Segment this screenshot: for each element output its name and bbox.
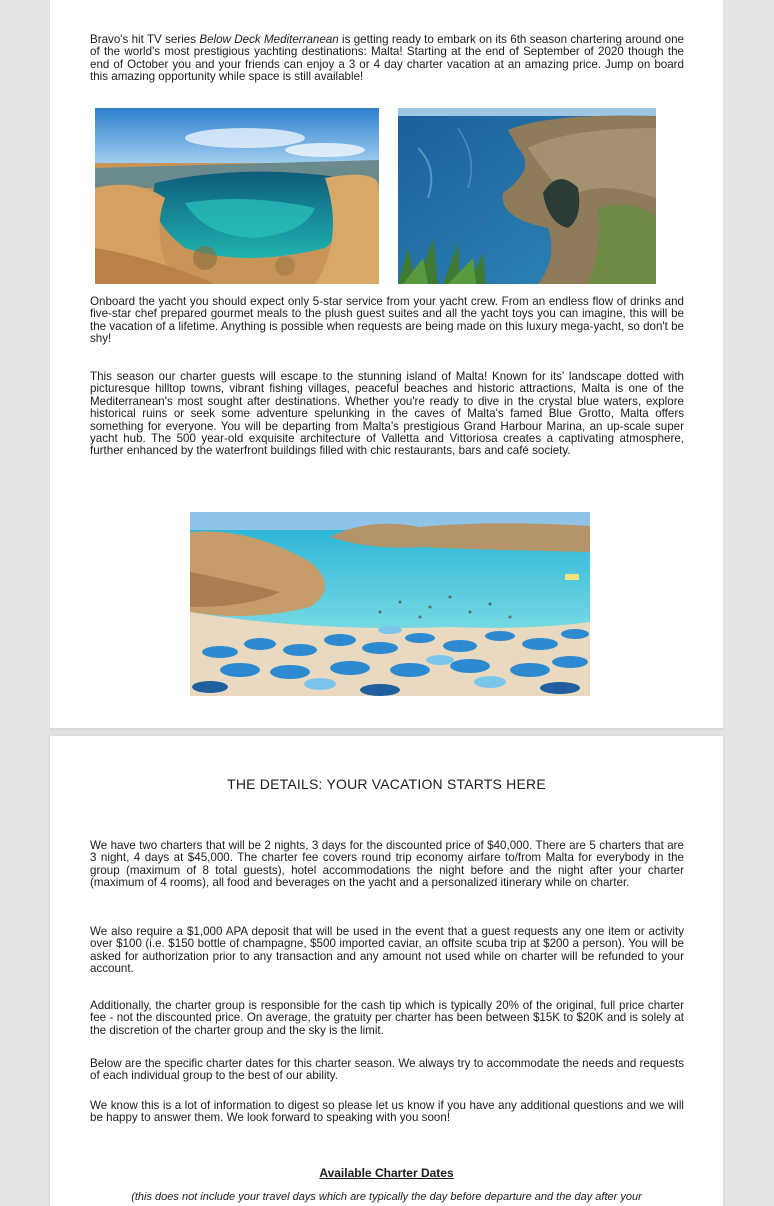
details-heading: THE DETAILS: YOUR VACATION STARTS HERE bbox=[227, 776, 546, 792]
page-divider bbox=[50, 728, 723, 736]
intro-lead: Bravo's hit TV series bbox=[90, 33, 200, 46]
charter-dates-intro-paragraph: Below are the specific charter dates for this charter season. We always try to accommodate the needs and requests of each individual group to the best of our ability. bbox=[90, 1057, 684, 1083]
document-page-1 bbox=[50, 0, 723, 728]
closing-paragraph: We know this is a lot of information to digest so please let us know if you have any additional questions and we will be happy to answer them. We look forward to speaking with you soon! bbox=[90, 1099, 684, 1125]
document-page-2 bbox=[50, 736, 723, 1206]
blue-lagoon-beach-photo bbox=[190, 512, 590, 696]
blue-grotto-photo bbox=[398, 108, 656, 284]
onboard-paragraph: Onboard the yacht you should expect only 5-star service from your yacht crew. From an endless flow of drinks and five-star chef prepared gourmet meals to the plush guest suites and all the yacht toys you can imagine, this will be the vacation of a lifetime. Anything is possible when requests are being made on this luxury mega-yacht, so don't be shy! bbox=[90, 295, 684, 346]
apa-deposit-paragraph: We also require a $1,000 APA deposit that will be used in the event that a guest requests any one item or activity over $100 (i.e. $150 bottle of champagne, $500 imported caviar, an offsite scuba trip at $200 a person). You will be asked for authorization prior to any transaction and any amount not used while on charter will be refunded to your account. bbox=[90, 925, 684, 976]
available-charter-dates-heading: Available Charter Dates bbox=[319, 1166, 454, 1180]
intro-rest: is getting ready to embark on its 6th season chartering around one of the world's most prestigious yachting destinations: Malta! Starting at the end of September of 2020 though the end of October you and your friends can enjoy a 3 or 4 day charter vacation at an amazing price. Jump on board this amazing opportunity while space is still available! bbox=[90, 33, 685, 84]
malta-lagoon-photo bbox=[95, 108, 379, 284]
intro-paragraph bbox=[90, 34, 684, 84]
travel-days-note: (this does not include your travel days which are typically the day before departure and the day after your bbox=[131, 1191, 642, 1203]
pricing-paragraph: We have two charters that will be 2 nights, 3 days for the discounted price of $40,000. There are 5 charters that are 3 night, 4 days at $45,000. The charter fee covers round trip economy airfare to/from Malta for everybody in the group (maximum of 8 total guests), hotel accommodations the night before and the night after your charter (maximum of 4 rooms), all food and beverages on the yacht and a personalized itinerary while on charter. bbox=[90, 839, 684, 890]
season-paragraph: This season our charter guests will escape to the stunning island of Malta! Known for its' landscape dotted with picturesque hilltop towns, vibrant fishing villages, peaceful beaches and historic attractions, Malta is one of the Mediterranean's most sought after destinations. Whether you're ready to dive in the crystal blue waters, explore historical ruins or seek some adventure spelunking in the caves of Malta's famed Blue Grotto, Malta offers something for everyone. You will be departing from Malta's prestigious Grand Harbour Marina, an up-scale super yacht hub. The 500 year-old exquisite architecture of Valletta and Vittoriosa creates a captivating atmosphere, further enhanced by the waterfront buildings filled with chic restaurants, bars and café society. bbox=[90, 370, 684, 458]
tip-paragraph: Additionally, the charter group is responsible for the cash tip which is typically 20% of the original, full price charter fee - not the discounted price. On average, the gratuity per charter has been between $15K to $20K and is solely at the discretion of the charter group and the sky is the limit. bbox=[90, 999, 684, 1037]
show-title: Below Deck Mediterranean bbox=[199, 33, 339, 46]
